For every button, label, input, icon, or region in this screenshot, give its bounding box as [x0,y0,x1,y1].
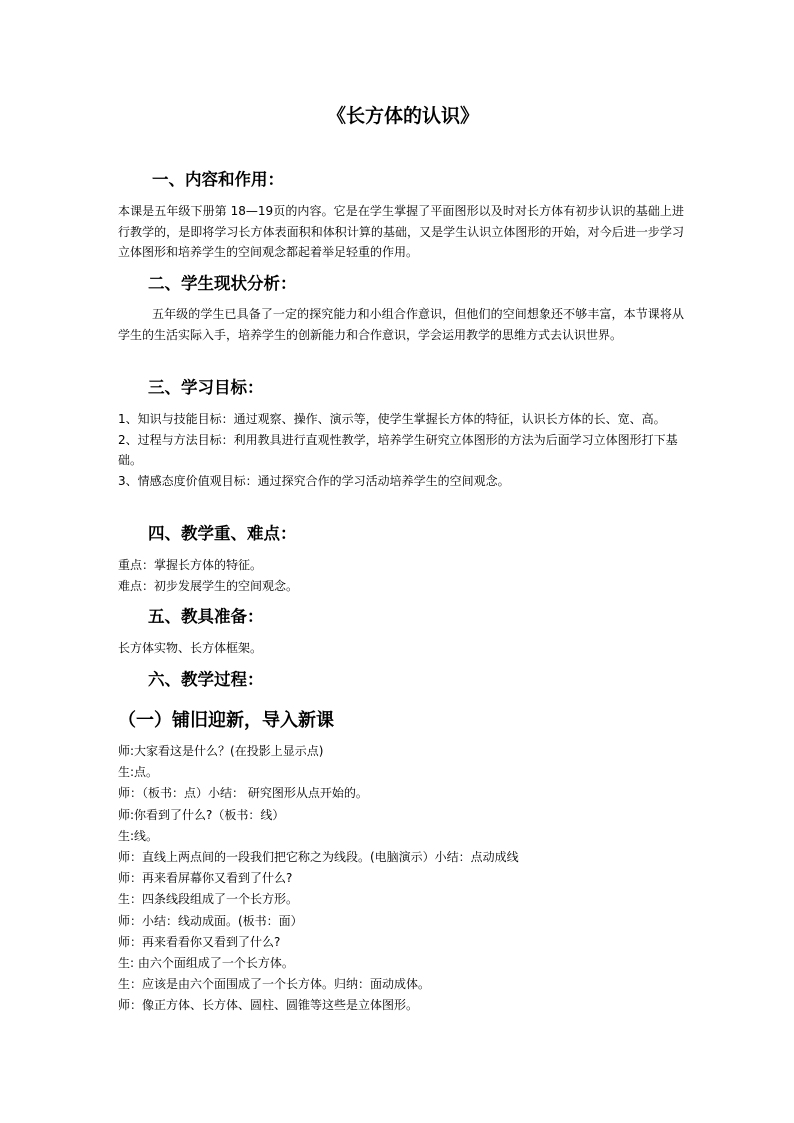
dialogue-lines [118,741,684,1017]
document-title: 《长方体的认识》 [326,105,479,127]
dialogue-line: 生：四条线段组成了一个长方形。 [118,892,299,907]
dialogue-line: 师：再来看看你又看到了什么? [118,934,281,949]
list-item: 难点：初步发展学生的空间观念。 [118,578,299,593]
list-item: 重点：掌握长方体的特征。 [118,558,263,572]
list-item: 2、过程与方法目标：利用教具进行直观性教学，培养学生研究立体图形的方法为后面学习立体图形打下基础。 [118,432,678,467]
dialogue-line: 师：直线上两点间的一段我们把它称之为线段。(电脑演示）小结：点动成线 [118,850,519,865]
list-item: 1、知识与技能目标：通过观察、操作、演示等，使学生掌握长方体的特征，认识长方体的长、宽、高。 [118,412,666,426]
dialogue-line: 师：像正方体、长方体、圆柱、圆锥等这些是立体图形。 [118,998,419,1013]
section-heading-process: 六、教学过程： [148,670,264,689]
section-heading-content: 一、内容和作用： [152,170,284,189]
subsection-heading: （一）铺旧迎新，导入新课 [118,710,334,731]
dialogue-line: 师:你看到了什么?（板书：线） [118,807,285,822]
section-paragraph-students: 五年级的学生已具备了一定的探究能力和小组合作意识，但他们的空间想象还不够丰富，本节课将从学生的生活实际入手，培养学生的创新能力和合作意识，学会运用教学的思维方式去认识世界。 [118,307,684,342]
section-heading-goals: 三、学习目标： [148,378,264,397]
section-heading-students: 二、学生现状分析： [148,274,297,293]
dialogue-line: 师:大家看这是什么？(在投影上显示点) [118,744,324,758]
dialogue-line: 生：应该是由六个面围成了一个长方体。归纳：面动成体。 [118,977,431,992]
list-item: 3、情感态度价值观目标：通过探究合作的学习活动培养学生的空间观念。 [118,473,510,488]
dialogue-line: 生: 由六个面组成了一个长方体。 [118,956,294,971]
dialogue-line: 生:线。 [118,828,159,843]
section-heading-materials: 五、教具准备： [148,607,264,626]
section-paragraph-content: 本课是五年级下册第 18—19页的内容。它是在学生掌握了平面图形以及时对长方体有初步认识的基础上进行教学的，是即将学习长方体表面积和体积计算的基础，又是学生认识立体图形的开始，对今后进一步学习立体图形和培养学生的空间观念都起着举足轻重的作用。 [118,204,684,259]
key-points-list [118,555,684,596]
section-heading-key-points: 四、教学重、难点： [148,524,297,543]
list-item: 长方体实物、长方体框架。 [118,641,263,655]
dialogue-line: 师：（板书：点）小结： 研究图形从点开始的。 [118,786,368,801]
goals-list [118,409,684,491]
dialogue-line: 生:点。 [118,765,159,780]
materials-list [118,638,684,659]
dialogue-line: 师：再来看屏幕你又看到了什么? [118,871,293,886]
dialogue-line: 师：小结：线动成面。(板书：面） [118,913,303,928]
